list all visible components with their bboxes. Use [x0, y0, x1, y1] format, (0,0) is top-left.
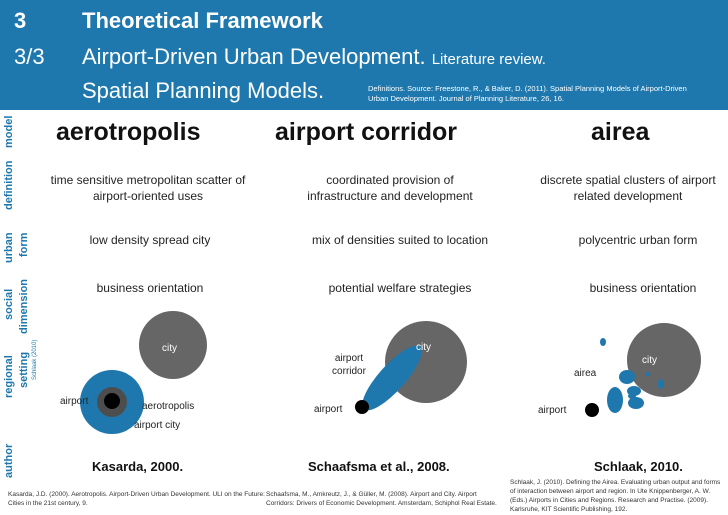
reference-kasarda: Kasarda, J.D. (2000). Aerotropolis. Airport-Driven Urban Development. ULI on the Future: Cities in the 21st century, 9. [8, 491, 265, 507]
aerotropolis-core-label: aerotropolis [142, 401, 195, 412]
social-airport-corridor: potential welfare strategies [328, 281, 472, 295]
row-label-form: form [18, 232, 30, 257]
row-label-setting: setting [18, 351, 30, 388]
reference-schlaak: Schlaak, J. (2010). Defining the Airea. Evaluating urban output and forms of interaction between airport and region. In Ute Knippenberger, A. W. (Eds.) Airports in Cities and Regions. Research and Practise. (2009). Karlsruhe, KIT Scientific Publishing, 192. [510, 479, 721, 513]
subtitle-small: Literature review. [431, 51, 546, 68]
row-label-setting-note: Schlaak (2010) [32, 339, 38, 380]
airea-cluster-8 [646, 372, 650, 377]
urban-form-aerotropolis: low density spread city [89, 233, 211, 247]
subtitle-main: Airport-Driven Urban Development. [82, 44, 426, 69]
page-subtitle-line2: Spatial Planning Models. [82, 78, 325, 103]
airea-city-circle [627, 323, 701, 397]
row-label-regional: regional [3, 355, 15, 398]
author-schlaak: Schlaak, 2010. [594, 459, 683, 474]
author-kasarda: Kasarda, 2000. [92, 459, 184, 474]
corridor-city-label: city [416, 342, 431, 353]
row-label-dimension: dimension [18, 278, 30, 334]
reference-schaafsma: Schaafsma, M., Amkreutz, J., & Güller, M. (2008). Airport and City. Airport Corridors: Drivers of Economic Development. Amsterdam, Schiphol Real Estate. [266, 491, 497, 507]
definition-aerotropolis: time sensitive metropolitan scatter of airport-oriented uses [50, 173, 246, 203]
airea-area-label: airea [574, 368, 597, 379]
airea-cluster-2 [619, 370, 635, 384]
source-note: Definitions. Source: Freestone, R., & Baker, D. (2011). Spatial Planning Models of Airport-Driven Urban Development. Journal of Planning Literature, 26, 16. [368, 84, 687, 103]
aerotropolis-airport-dot [104, 393, 120, 409]
page-title: Theoretical Framework [82, 8, 323, 33]
row-label-social: social [3, 288, 15, 320]
author-schaafsma: Schaafsma et al., 2008. [308, 459, 450, 474]
row-label-model: model [3, 115, 15, 148]
model-airea: airea [591, 118, 650, 146]
definition-airport-corridor: coordinated provision of infrastructure and development [307, 173, 473, 203]
airea-airport-label: airport [538, 405, 567, 416]
social-aerotropolis: business orientation [96, 281, 204, 295]
airea-cluster-4 [658, 379, 664, 389]
aerotropolis-ring-label: airport city [134, 420, 181, 431]
model-airport-corridor: airport corridor [275, 118, 457, 146]
row-label-urban: urban [3, 232, 15, 263]
row-label-definition: definition [3, 160, 15, 210]
row-label-author: author [3, 443, 15, 478]
definition-airea: discrete spatial clusters of airport related development [540, 173, 716, 203]
section-fraction: 3/3 [14, 44, 45, 69]
airea-cluster-7 [600, 338, 606, 346]
model-aerotropolis: aerotropolis [56, 118, 201, 146]
airea-cluster-6 [628, 397, 644, 409]
aerotropolis-city-label: city [162, 343, 177, 354]
urban-form-airport-corridor: mix of densities suited to location [311, 233, 489, 247]
urban-form-airea: polycentric urban form [578, 233, 698, 247]
corridor-corridor-label: airport corridor [332, 353, 366, 377]
section-number: 3 [14, 8, 27, 33]
airea-airport-dot [585, 403, 599, 417]
social-airea: business orientation [589, 281, 697, 295]
corridor-airport-label: airport [314, 404, 343, 415]
aerotropolis-airport-label: airport [60, 396, 89, 407]
corridor-airport-dot [355, 400, 369, 414]
airea-cluster-1 [607, 387, 623, 413]
airea-city-label: city [642, 355, 657, 366]
